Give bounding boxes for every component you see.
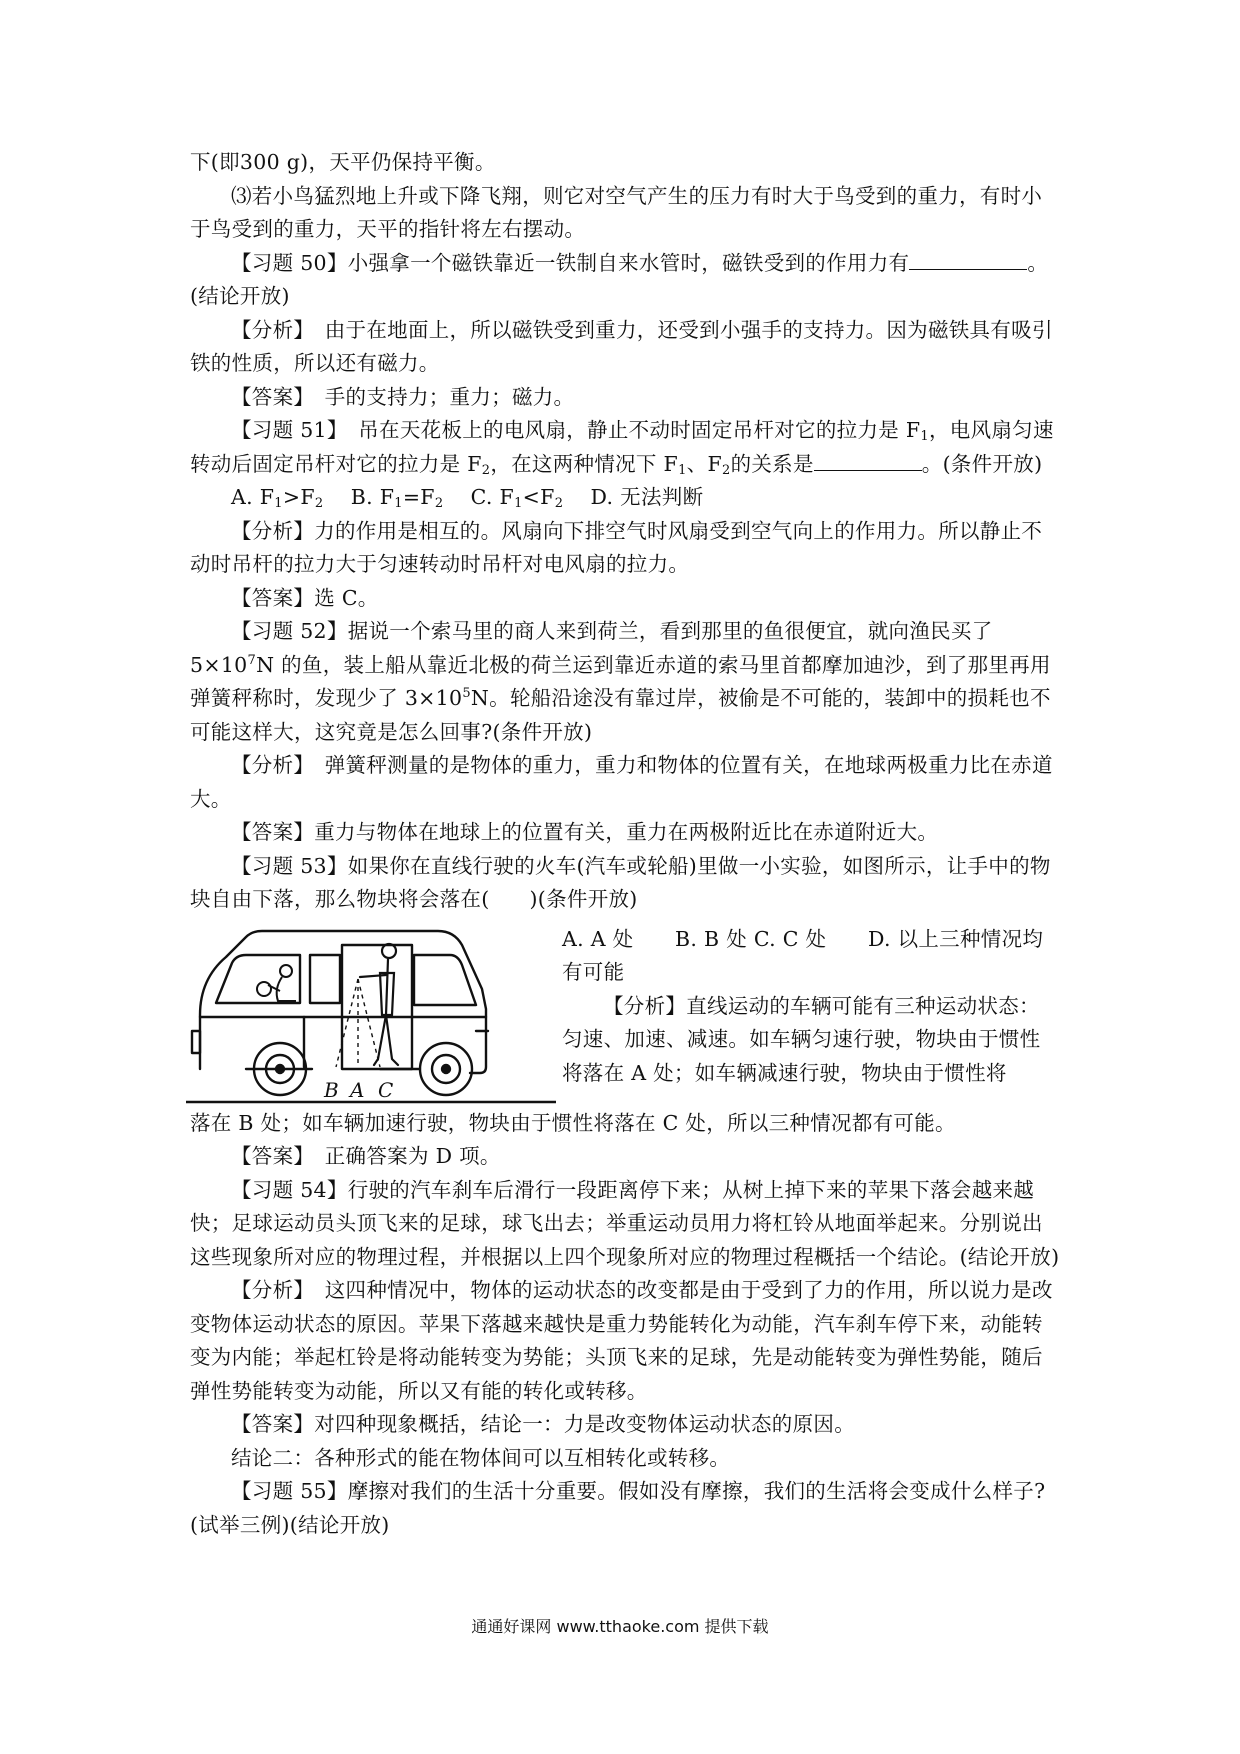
page-footer: 通通好课网 www.tthaoke.com 提供下载 [471, 1617, 769, 1636]
van-window-rear [414, 955, 476, 1005]
para-line-01: 下(即300 g)，天平仍保持平衡。 [190, 150, 496, 174]
analysis-51: 【分析】力的作用是相互的。风扇向下排空气时风扇受到空气向上的作用力。所以静止不动时吊杆的拉力大于匀速转动时吊杆对电风扇的拉力。 [190, 518, 1043, 576]
analysis-54: 【分析】 这四种情况中，物体的运动状态的改变都是由于受到了力的作用，所以说力是改变物体运动状态的原因。苹果下落越来越快是重力势能转化为动能，汽车刹车停下来，动能转变为内能；举起杠铃是将动能转变为势能；头顶飞来的足球，先是动能转变为弹性势能，随后弹性势能转变为动能，所以又有能的转化或转移。 [190, 1278, 1053, 1403]
answer-51: 【答案】选 C。 [231, 585, 379, 610]
exercise-54: 【习题 54】行驶的汽车刹车后滑行一段距离停下来；从树上掉下来的苹果下落会越来越快；足球运动员头顶飞来的足球，球飞出去；举重运动员用力将杠铃从地面举起来。分别说出这些现象所对应的物理过程，并根据以上四个现象所对应的物理过程概括一个结论。(结论开放) [190, 1177, 1060, 1269]
standing-person-icon [360, 944, 398, 1065]
label-c: C [378, 1077, 394, 1102]
page-content [190, 146, 1060, 1542]
answer-53: 【答案】 正确答案为 D 项。 [231, 1144, 501, 1168]
answer-blank-50 [909, 247, 1027, 270]
analysis-53-start: 【分析】直线运动的车辆可能有三种运动状态：匀速、加速、减速。如车辆匀速行驶，物块由于惯性将落在 A 处；如车辆减速行驶，物块由于惯性将 [562, 993, 1041, 1085]
driver-icon [257, 965, 296, 1001]
answer-54-conclusion-2: 结论二：各种形式的能在物体间可以互相转化或转移。 [231, 1445, 731, 1470]
options-51: A. $F_1>F_2$ B. $F_1=F_2$ C. $F_1<F_2$ D. 无法判断 [231, 485, 704, 511]
answer-blank-51 [814, 448, 922, 471]
exercise-53: 【习题 53】如果你在直线行驶的火车(汽车或轮船)里做一小实验，如图所示，让手中的物块自由下落，那么物块将会落在( )(条件开放) [190, 853, 1051, 911]
label-b: B [324, 1077, 339, 1102]
van-figure [186, 919, 556, 1107]
exercise-50: 【习题 50】小强拿一个磁铁靠近一铁制自来水管时，磁铁受到的作用力有 。(结论开放) [190, 247, 1060, 314]
van-door-opening [342, 945, 412, 1069]
analysis-52: 【分析】 弹簧秤测量的是物体的重力，重力和物体的位置有关，在地球两极重力比在赤道大。 [190, 753, 1053, 811]
analysis-53-end: 落在 B 处；如车辆加速行驶，物块由于惯性将落在 C 处，所以三种情况都有可能。 [190, 1110, 956, 1135]
van-window-front [216, 955, 300, 1003]
answer-50: 【答案】 手的支持力；重力；磁力。 [231, 384, 575, 409]
options-53: A. A 处 B. B 处 C. C 处 D. 以上三种情况均有可能 [562, 926, 1044, 984]
exercise-51: 【习题 51】 吊在天花板上的电风扇，静止不动时固定吊杆对它的拉力是 $F_1$，电风扇匀速转动后固定吊杆对它的拉力是 $F_2$，在这两种情况下 $F_1$、$F_2$的关系是 。(条件开放) [190, 418, 1054, 478]
label-a: A [350, 1077, 365, 1102]
para-line-02: ⑶若小鸟猛烈地上升或下降飞翔，则它对空气产生的压力有时大于鸟受到的重力，有时小于鸟受到的重力，天平的指针将左右摆动。 [190, 183, 1043, 241]
figure-row [190, 919, 1060, 1107]
analysis-50: 【分析】 由于在地面上，所以磁铁受到重力，还受到小强手的支持力。因为磁铁具有吸引铁的性质，所以还有磁力。 [190, 317, 1053, 375]
figure-side-text [562, 923, 1060, 1091]
exercise-52: 【习题 52】据说一个索马里的商人来到荷兰，看到那里的鱼很便宜，就向渔民买了 $5\times 10^7N$ 的鱼，装上船从靠近北极的荷兰运到靠近赤道的索马里首都摩加迪沙，到了那里再用弹簧秤称时，发现少了 $3\times 10^5N$。轮船沿途没有靠过岸，被偷是不可能的，装卸中的损耗也不可能这样大，这究竟是怎么回事?(条件开放) [190, 619, 1051, 744]
answer-54-conclusion-1: 【答案】对四种现象概括，结论一：力是改变物体运动状态的原因。 [231, 1412, 855, 1436]
van-window-mid [310, 955, 340, 1003]
exercise-55: 【习题 55】摩擦对我们的生活十分重要。假如没有摩擦，我们的生活将会变成什么样子?(试举三例)(结论开放) [190, 1479, 1046, 1537]
answer-52: 【答案】重力与物体在地球上的位置有关，重力在两极附近比在赤道附近大。 [231, 820, 939, 844]
